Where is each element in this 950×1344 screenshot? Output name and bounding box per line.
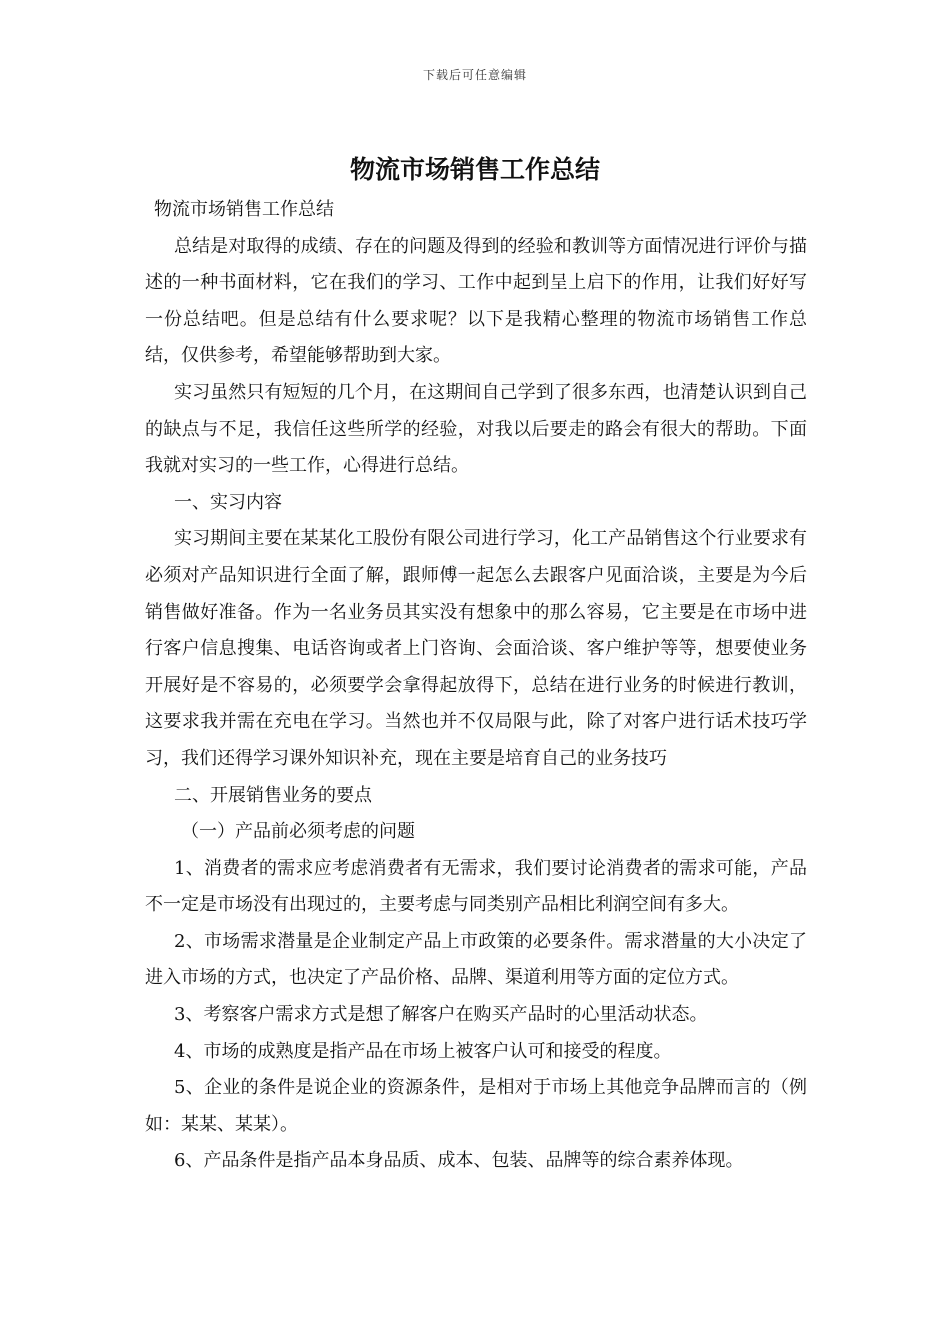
section-heading: 一、实习内容 <box>174 491 282 513</box>
body-paragraph: 总结是对取得的成绩、存在的问题及得到的经验和教训等方面情况进行评价与描述的一种书面材料，它在我们的学习、工作中起到呈上启下的作用，让我们好好写一份总结吧。但是总结有什么要求呢？以下是我精心整理的物流市场销售工作总结，仅供参考，希望能够帮助到大家。 <box>145 235 807 367</box>
list-item: 1、消费者的需求应考虑消费者有无需求，我们要讨论消费者的需求可能，产品不一定是市场没有出现过的，主要考虑与同类别产品相比利润空间有多大。 <box>145 857 807 916</box>
list-item: 4、市场的成熟度是指产品在市场上被客户认可和接受的程度。 <box>174 1040 672 1062</box>
subsection-heading: （一）产品前必须考虑的问题 <box>181 821 415 843</box>
list-item: 5、企业的条件是说企业的资源条件，是相对于市场上其他竞争品牌而言的（例如：某某、某某）。 <box>145 1077 807 1135</box>
list-item: 3、考察客户需求方式是想了解客户在购买产品时的心里活动状态。 <box>174 1004 708 1026</box>
section-heading: 二、开展销售业务的要点 <box>174 784 372 806</box>
document-title: 物流市场销售工作总结 <box>349 155 600 184</box>
document-body <box>145 192 807 1180</box>
list-item: 6、产品条件是指产品本身品质、成本、包装、品牌等的综合素养体现。 <box>174 1150 744 1172</box>
page-header-note: 下载后可任意编辑 <box>422 68 527 82</box>
body-paragraph: 实习虽然只有短短的几个月，在这期间自己学到了很多东西，也清楚认识到自己的缺点与不足，我信任这些所学的经验，对我以后要走的路会有很大的帮助。下面我就对实习的一些工作，心得进行总结。 <box>145 381 807 477</box>
list-item: 2、市场需求潜量是企业制定产品上市政策的必要条件。需求潜量的大小决定了进入市场的方式，也决定了产品价格、品牌、渠道利用等方面的定位方式。 <box>145 930 807 989</box>
subtitle-paragraph: 物流市场销售工作总结 <box>154 199 334 220</box>
body-paragraph: 实习期间主要在某某化工股份有限公司进行学习，化工产品销售这个行业要求有必须对产品知识进行全面了解，跟师傅一起怎么去跟客户见面洽谈，主要是为今后销售做好准备。作为一名业务员其实没有想象中的那么容易，它主要是在市场中进行客户信息搜集、电话咨询或者上门咨询、会面洽谈、客户维护等等，想要使业务开展好是不容易的，必须要学会拿得起放得下，总结在进行业务的时候进行教训，这要求我并需在充电在学习。当然也并不仅局限与此，除了对客户进行话术技巧学习，我们还得学习课外知识补充，现在主要是培育自己的业务技巧 <box>145 528 807 769</box>
